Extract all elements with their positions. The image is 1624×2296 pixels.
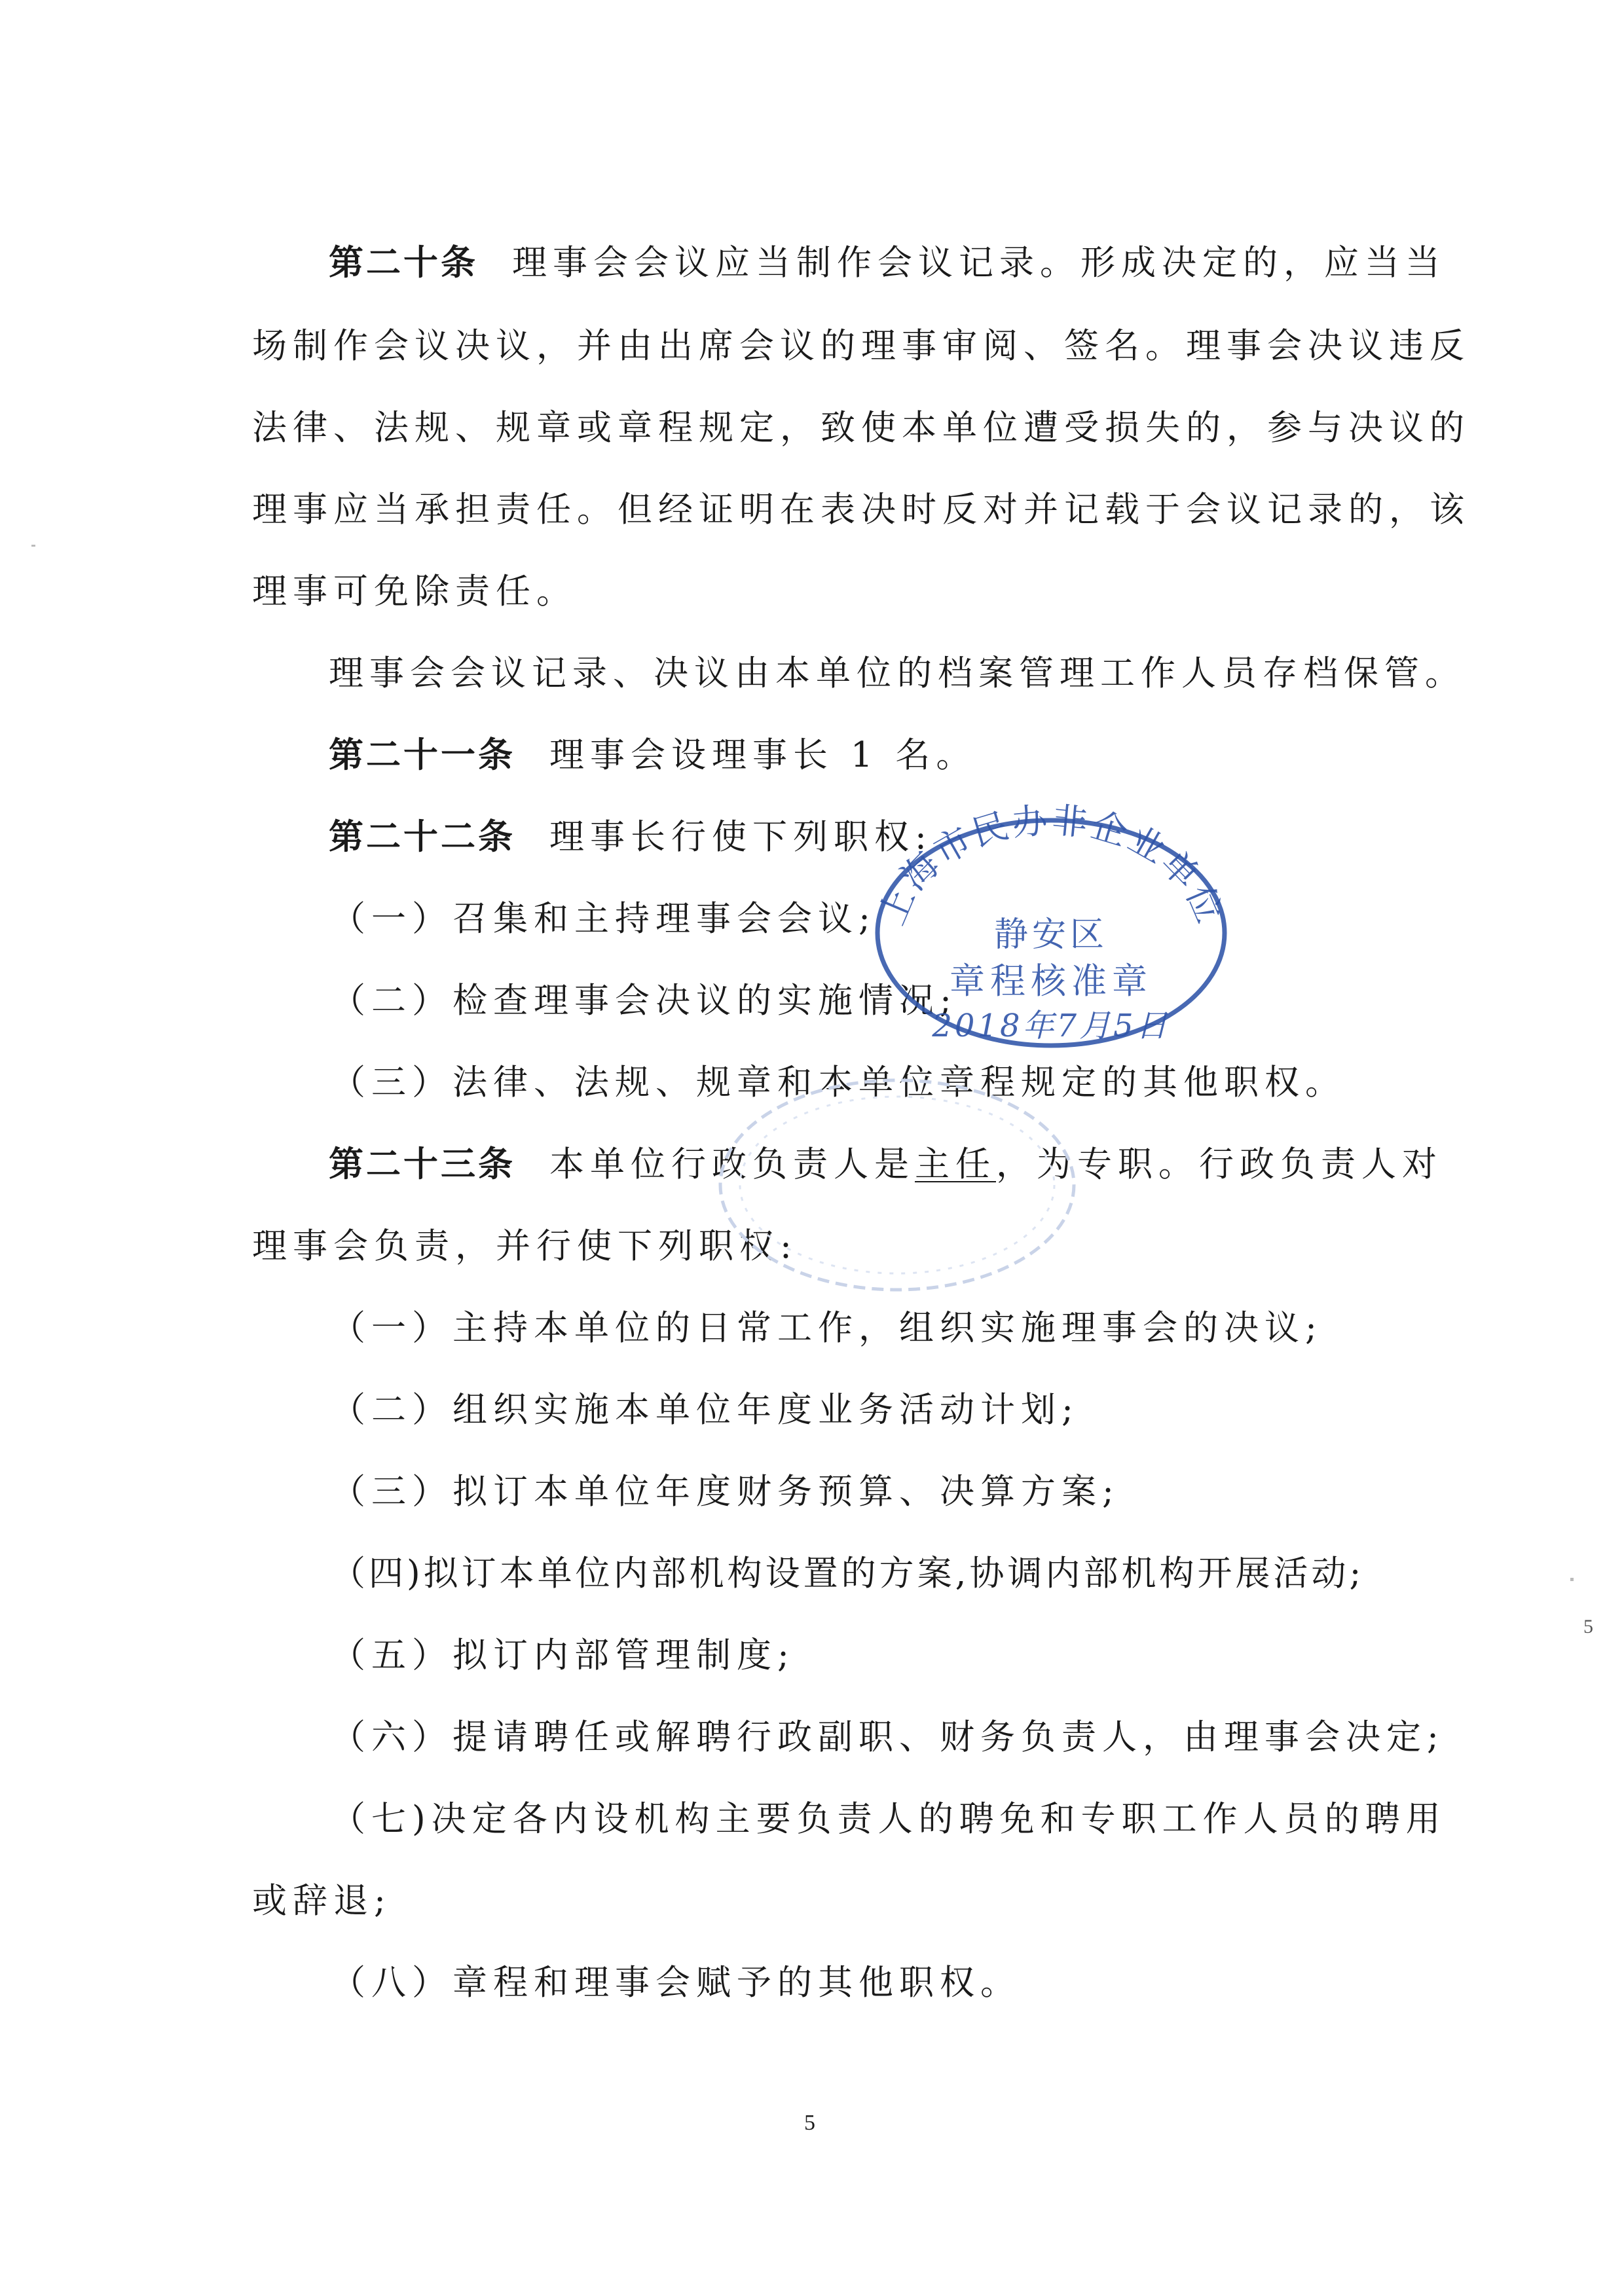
article-21-text: 理事会设理事长 1 名。: [549, 735, 977, 775]
article-23-item: （四)拟订本单位内部机构设置的方案,协调内部机构开展活动;: [331, 1554, 1365, 1594]
article-23-item: 或辞退;: [252, 1881, 392, 1921]
article-23-item: （八）章程和理事会赋予的其他职权。: [331, 1963, 1021, 2003]
article-20-para-2: 理事会会议记录、决议由本单位的档案管理工作人员存档保管。: [329, 653, 1466, 693]
article-23-label: 第二十三条: [329, 1144, 515, 1184]
article-23-item: （六）提请聘任或解聘行政副职、财务负责人，由理事会决定;: [331, 1717, 1445, 1757]
article-22-item: （二）检查理事会决议的实施情况;: [331, 981, 957, 1021]
article-23-item: （一）主持本单位的日常工作，组织实施理事会的决议;: [331, 1308, 1323, 1348]
article-23-item: （五）拟订内部管理制度;: [331, 1635, 795, 1675]
article-20-line-5: 理事可免除责任。: [252, 572, 577, 611]
article-23-item: （二）组织实施本单位年度业务活动计划;: [331, 1390, 1079, 1430]
article-21: [329, 735, 977, 775]
faint-stamp-impression: [714, 1074, 1080, 1296]
article-23-item: （七)决定各内设机构主要负责人的聘免和专职工作人员的聘用: [331, 1799, 1447, 1839]
stamp-title: 章程核准章: [950, 960, 1153, 1002]
scan-speck: [1570, 1578, 1574, 1581]
stamp-arc-text: 上海市民办非企业单位: [871, 802, 1231, 931]
scan-speck: [31, 545, 35, 547]
stamp-date: 2018年7月5日: [932, 1008, 1170, 1044]
article-23-line-2: 理事会负责，并行使下列职权:: [252, 1226, 798, 1266]
article-23-underlined: 主任: [915, 1144, 996, 1184]
article-20-line-2: 场制作会议决议，并由出席会议的理事审阅、签名。理事会决议违反: [252, 326, 1470, 366]
article-23-text-after: ，为专职。行政负责人对: [996, 1144, 1443, 1184]
stamp-district: 静安区: [993, 915, 1109, 955]
article-23-text-before: 本单位行政负责人是: [549, 1144, 915, 1184]
page-number: 5: [804, 2111, 815, 2135]
article-20-line-1: [329, 243, 1446, 283]
article-22-item: （一）召集和主持理事会会议;: [331, 899, 876, 939]
approval-stamp: [868, 802, 1234, 1051]
article-22: [329, 817, 932, 857]
article-22-item: （三）法律、法规、规章和本单位章程规定的其他职权。: [331, 1063, 1346, 1102]
article-20-label: 第二十条: [329, 243, 478, 283]
article-20-line-4: 理事应当承担责任。但经证明在表决时反对并记载于会议记录的，该: [252, 490, 1470, 530]
article-21-label: 第二十一条: [329, 735, 515, 775]
article-23-item: （三）拟订本单位年度财务预算、决算方案;: [331, 1472, 1120, 1512]
article-22-text: 理事长行使下列职权:: [549, 817, 932, 857]
article-22-label: 第二十二条: [329, 817, 515, 857]
article-20-line-3: 法律、法规、规章或章程规定，致使本单位遭受损失的，参与决议的: [252, 408, 1470, 448]
article-20-text: 理事会会议应当制作会议记录。形成决定的，应当当: [512, 243, 1446, 283]
margin-mark: 5: [1583, 1616, 1593, 1637]
